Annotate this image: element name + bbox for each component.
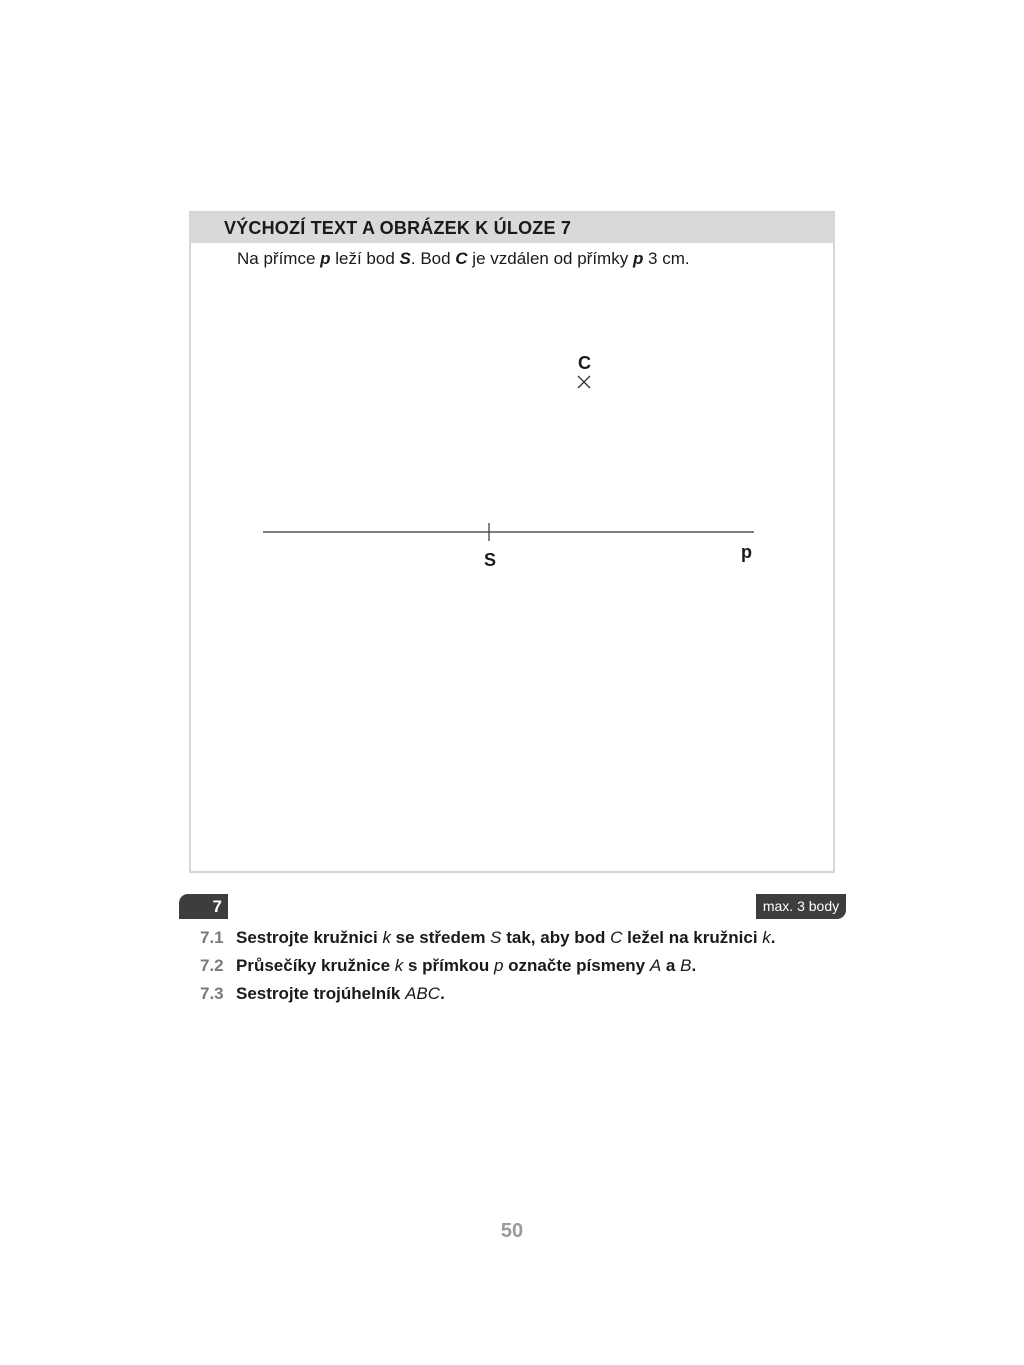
intro-point-s: S <box>399 249 411 268</box>
intro-part: Na přímce <box>237 249 321 268</box>
starting-text-box <box>189 211 835 873</box>
subtask-number: 7.3 <box>200 984 224 1003</box>
text-part: . <box>691 956 697 975</box>
section-title: VÝCHOZÍ TEXT A OBRÁZEK K ÚLOZE 7 <box>224 218 572 238</box>
text-part: . <box>770 928 776 947</box>
geometry-figure <box>191 213 837 875</box>
italic-part: S <box>490 928 502 947</box>
italic-part: k <box>394 956 404 975</box>
italic-part: k <box>382 928 391 947</box>
intro-point-c: C <box>455 249 468 268</box>
max-points-badge: max. 3 body <box>756 894 846 919</box>
subtask-number: 7.1 <box>200 928 224 947</box>
point-s-label: S <box>484 550 497 570</box>
text-part: se středem <box>390 928 491 947</box>
text-part: ležel na kružnici <box>622 928 763 947</box>
text-part: Sestrojte trojúhelník <box>236 984 406 1003</box>
italic-part: ABC <box>405 984 441 1003</box>
subtask-text <box>236 956 696 975</box>
intro-part: . Bod <box>410 249 456 268</box>
intro-part: leží bod <box>330 249 400 268</box>
intro-part: 3 cm. <box>643 249 690 268</box>
subtask-text <box>236 928 776 947</box>
text-part: s přímkou <box>403 956 494 975</box>
italic-part: B <box>680 956 692 975</box>
text-part: tak, aby bod <box>501 928 611 947</box>
text-part: Sestrojte kružnici <box>236 928 383 947</box>
task-number-badge: 7 <box>179 894 228 919</box>
intro-line-p2: p <box>632 249 644 268</box>
subtask-7-2 <box>200 956 696 976</box>
page-number: 50 <box>500 1220 524 1242</box>
text-part: Průsečíky kružnice <box>236 956 395 975</box>
intro-line-p: p <box>320 249 331 268</box>
text-part: . <box>440 984 445 1003</box>
text-part: označte písmeny <box>503 956 650 975</box>
line-p-label: p <box>741 542 752 562</box>
italic-part: k <box>762 928 771 947</box>
subtask-7-3 <box>200 984 445 1004</box>
italic-part: C <box>610 928 623 947</box>
italic-part: A <box>649 956 662 975</box>
intro-part: je vzdálen od přímky <box>467 249 633 268</box>
italic-part: p <box>493 956 504 975</box>
subtask-text <box>236 984 445 1003</box>
text-part: a <box>661 956 681 975</box>
subtask-7-1 <box>200 928 776 948</box>
point-c-label: C <box>578 353 591 373</box>
subtask-number: 7.2 <box>200 956 224 975</box>
